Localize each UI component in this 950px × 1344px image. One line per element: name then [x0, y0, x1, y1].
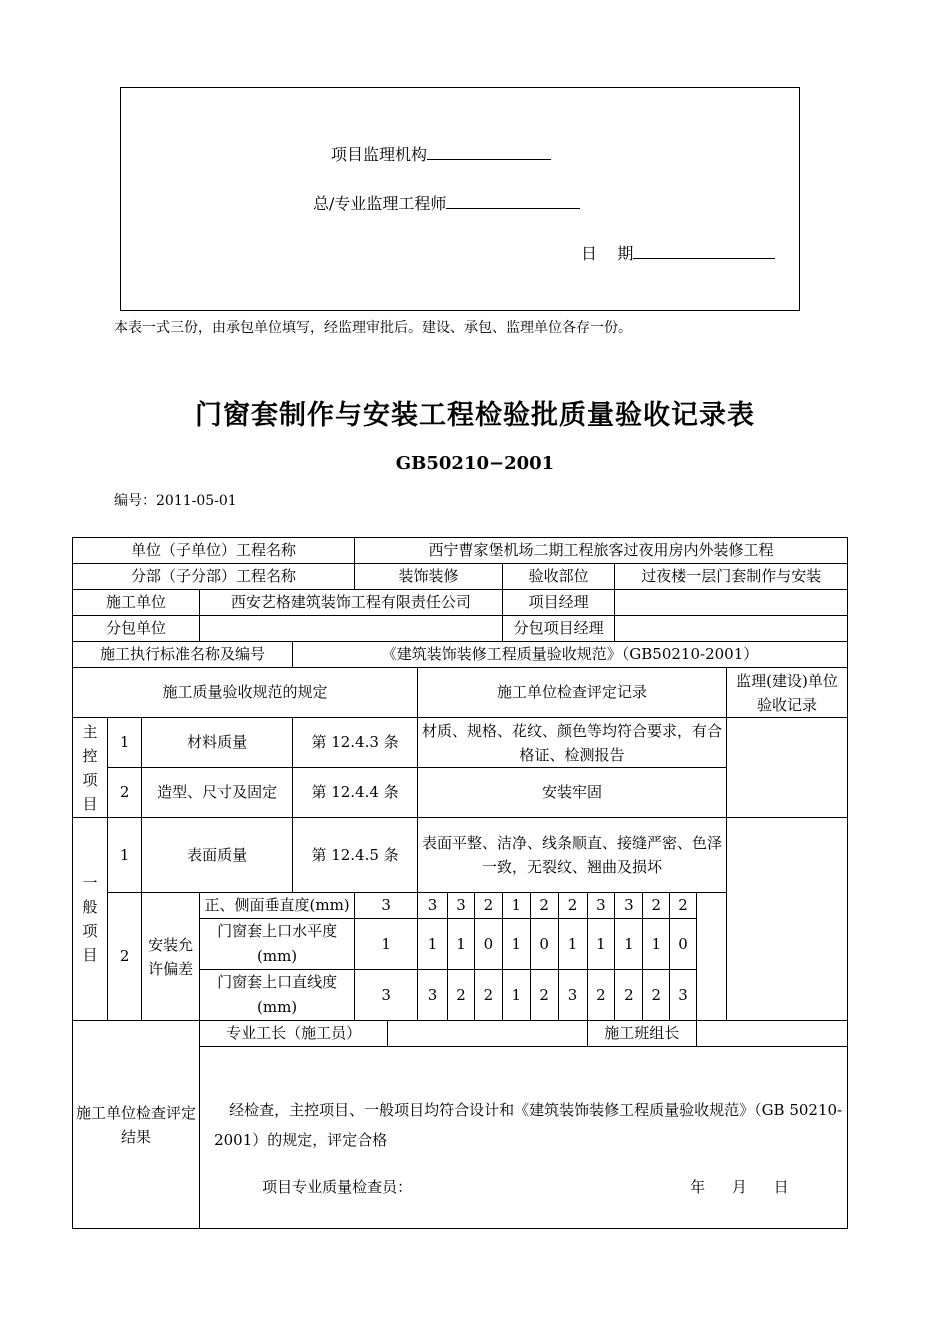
inspection-record-table [72, 537, 848, 1229]
acceptance-part-label: 验收部位 [502, 564, 615, 590]
deviation-value: 1 [643, 919, 670, 970]
sub-project-label: 分部（子分部）工程名称 [73, 564, 355, 590]
pm-value[interactable] [615, 590, 848, 616]
deviation-allow: 3 [355, 970, 418, 1021]
deviation-value: 0 [474, 919, 502, 970]
deviation-value: 2 [474, 970, 502, 1021]
general-item-name: 表面质量 [142, 818, 293, 893]
supervision-engineer-label: 总/专业监理工程师 [313, 194, 447, 213]
deviation-value: 1 [448, 919, 475, 970]
deviation-value: 3 [558, 970, 587, 1021]
evaluation-result-text: 经检查，主控项目、一般项目均符合设计和《建筑装饰装修工程质量验收规范》（GB 50210-2001）的规定，评定合格 [214, 1101, 843, 1149]
deviation-value: 3 [670, 970, 697, 1021]
deviation-value: 1 [558, 919, 587, 970]
evaluation-date: 年 月 日 [690, 1178, 789, 1196]
deviation-group-label: 安装允许偏差 [142, 893, 200, 1021]
general-item-no: 1 [108, 818, 142, 893]
deviation-value: 2 [670, 893, 697, 919]
general-item-no: 2 [108, 893, 142, 1021]
supervision-engineer-blank[interactable] [446, 192, 580, 209]
main-item-name: 造型、尺寸及固定 [142, 768, 293, 818]
deviation-value: 3 [418, 970, 448, 1021]
standard-label: 施工执行标准名称及编号 [73, 642, 293, 668]
standard-code: GB50210−2001 [395, 453, 555, 474]
main-item-name: 材料质量 [142, 718, 293, 768]
deviation-value: 2 [530, 893, 558, 919]
deviation-row-name: 正、侧面垂直度(mm) [200, 893, 355, 919]
deviation-value: 0 [530, 919, 558, 970]
col-header-supervisor-check: 监理(建设)单位验收记录 [726, 668, 847, 718]
standard-value: 《建筑装饰装修工程质量验收规范》（GB50210-2001） [293, 642, 848, 668]
record-number: 编号：2011-05-01 [114, 493, 237, 509]
deviation-row-name: 门窗套上口水平度(mm) [200, 919, 355, 970]
sub-pm-label: 分包项目经理 [502, 616, 615, 642]
page-title: 门窗套制作与安装工程检验批质量验收记录表 [195, 400, 755, 431]
unit-project-label: 单位（子单位）工程名称 [73, 538, 355, 564]
evaluation-result-cell [200, 1047, 848, 1229]
supervision-date-blank[interactable] [633, 242, 775, 259]
deviation-value: 2 [587, 970, 615, 1021]
deviation-value: 2 [643, 893, 670, 919]
unit-project-value: 西宁曹家堡机场二期工程旅客过夜用房内外装修工程 [355, 538, 848, 564]
deviation-value: 2 [615, 970, 643, 1021]
deviation-value: 3 [587, 893, 615, 919]
supervision-box [120, 87, 800, 311]
subcontractor-label: 分包单位 [73, 616, 200, 642]
foreman-value[interactable] [388, 1021, 587, 1047]
contractor-label: 施工单位 [73, 590, 200, 616]
deviation-value: 3 [615, 893, 643, 919]
main-item-no: 2 [108, 768, 142, 818]
supervision-org-line [331, 142, 551, 165]
general-supervisor-record[interactable] [726, 818, 847, 1021]
main-item-clause: 第 12.4.4 条 [293, 768, 418, 818]
general-item-clause: 第 12.4.5 条 [293, 818, 418, 893]
deviation-value: 2 [474, 893, 502, 919]
contractor-value: 西安艺格建筑装饰工程有限责任公司 [200, 590, 503, 616]
deviation-value: 1 [502, 970, 530, 1021]
evaluation-label: 施工单位检查评定结果 [73, 1021, 200, 1229]
inspector-label: 项目专业质量检查员： [262, 1178, 413, 1196]
deviation-value: 2 [558, 893, 587, 919]
team-leader-label: 施工班组长 [587, 1021, 697, 1047]
deviation-value: 1 [615, 919, 643, 970]
pm-label: 项目经理 [502, 590, 615, 616]
deviation-allow: 3 [355, 893, 418, 919]
deviation-allow: 1 [355, 919, 418, 970]
general-item-result: 表面平整、洁净、线条顺直、接缝严密、色泽一致，无裂纹、翘曲及损坏 [418, 818, 727, 893]
main-supervisor-record[interactable] [726, 718, 847, 818]
deviation-row-name: 门窗套上口直线度(mm) [200, 970, 355, 1021]
supervision-date-line [581, 241, 775, 264]
main-item-clause: 第 12.4.3 条 [293, 718, 418, 768]
acceptance-part-value: 过夜楼一层门套制作与安装 [615, 564, 848, 590]
copies-note: 本表一式三份，由承包单位填写，经监理审批后。建设、承包、监理单位各存一份。 [114, 320, 632, 336]
supervision-engineer-line [313, 191, 580, 214]
deviation-value: 1 [502, 893, 530, 919]
supervision-org-label: 项目监理机构 [331, 145, 428, 164]
col-header-contractor-check: 施工单位检查评定记录 [418, 668, 727, 718]
supervision-date-label: 日 期 [581, 244, 634, 263]
deviation-value: 2 [448, 970, 475, 1021]
deviation-value: 3 [418, 893, 448, 919]
col-header-spec: 施工质量验收规范的规定 [73, 668, 418, 718]
supervision-org-blank[interactable] [427, 143, 551, 160]
general-label: 一般项目 [73, 818, 108, 1021]
deviation-value: 1 [587, 919, 615, 970]
sub-project-value: 装饰装修 [355, 564, 503, 590]
deviation-value: 2 [530, 970, 558, 1021]
main-control-label: 主控项目 [73, 718, 108, 818]
deviation-value: 2 [643, 970, 670, 1021]
main-item-result: 材质、规格、花纹、颜色等均符合要求，有合格证、检测报告 [418, 718, 727, 768]
main-item-no: 1 [108, 718, 142, 768]
deviation-value: 0 [670, 919, 697, 970]
deviation-value: 1 [418, 919, 448, 970]
team-leader-value[interactable] [697, 1021, 848, 1047]
sub-pm-value[interactable] [615, 616, 848, 642]
foreman-label: 专业工长（施工员） [200, 1021, 388, 1047]
deviation-value: 1 [502, 919, 530, 970]
deviation-value: 3 [448, 893, 475, 919]
subcontractor-value[interactable] [200, 616, 503, 642]
main-item-result: 安装牢固 [418, 768, 727, 818]
